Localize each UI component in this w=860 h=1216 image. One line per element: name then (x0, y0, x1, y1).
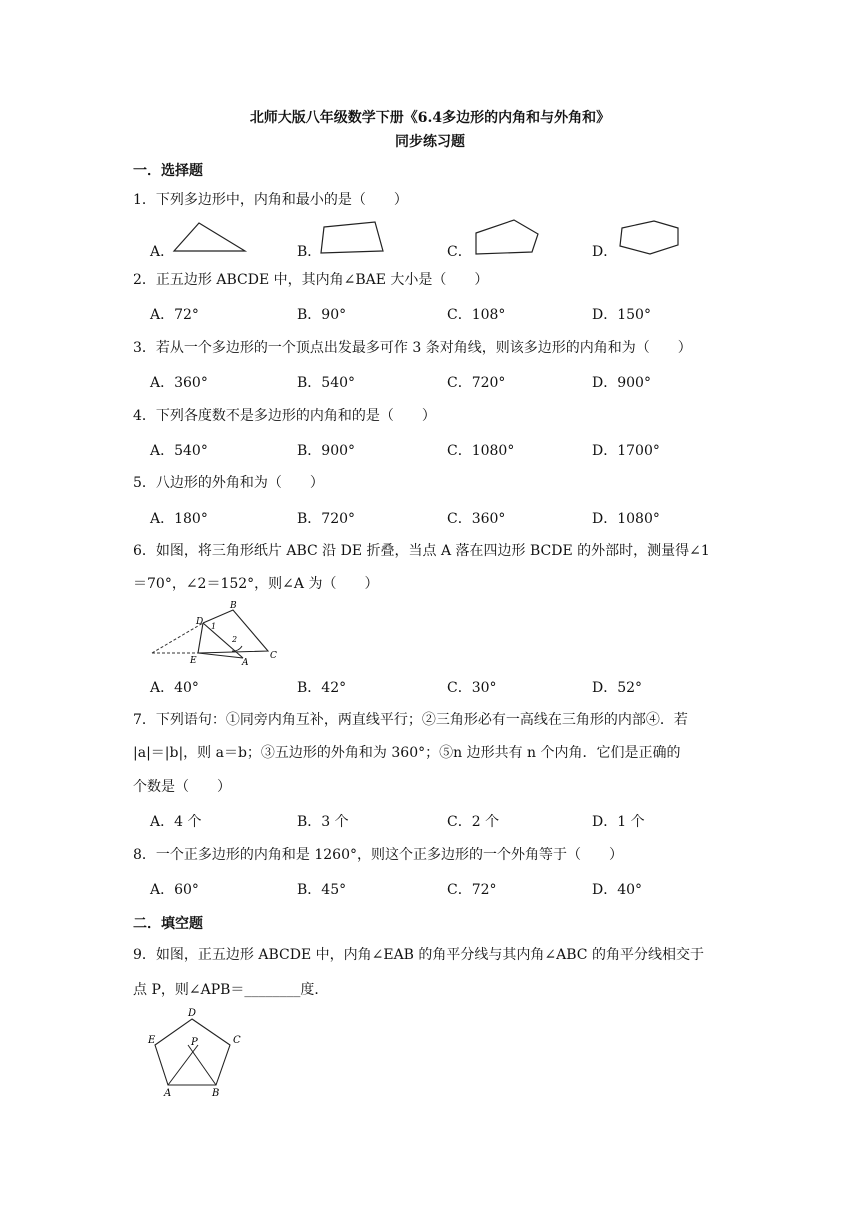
quadrilateral-shape (318, 218, 388, 258)
pentagon-shape (468, 216, 548, 258)
figure9-label-d: D (188, 1008, 197, 1019)
q8-option-d: D．40° (592, 882, 643, 898)
q3-option-b: B．540° (297, 375, 356, 391)
q5-option-d: D．1080° (592, 511, 660, 527)
question-7-line2: |a|＝|b|，则 a＝b；③五边形的外角和为 360°；⑤n 边形共有 n 个内角．它们是正确的 (133, 745, 681, 761)
q4-option-c: C．1080° (447, 443, 515, 459)
q8-option-c: C．72° (447, 882, 497, 898)
q4-option-a: A．540° (150, 443, 208, 459)
figure9-label-a: A (164, 1088, 172, 1097)
question-1: 1．下列多边形中，内角和最小的是（ ） (133, 192, 408, 208)
q1-option-d: D． (592, 244, 618, 260)
figure9-label-e: E (148, 1035, 156, 1046)
section-fill-heading: 二．填空题 (133, 916, 203, 932)
q7-option-a: A．4 个 (150, 814, 202, 830)
q4-option-d: D．1700° (592, 443, 660, 459)
q6-option-b: B．42° (297, 680, 347, 696)
q7-option-c: C．2 个 (447, 814, 500, 830)
q2-option-b: B．90° (297, 307, 347, 323)
figure6-label-e: E (190, 656, 197, 666)
q4-option-b: B．900° (297, 443, 356, 459)
question-3: 3．若从一个多边形的一个顶点出发最多可作 3 条对角线，则该多边形的内角和为（ ） (133, 340, 692, 356)
question-8-options (150, 879, 750, 899)
section-choice-heading: 一．选择题 (133, 163, 203, 179)
q1-option-a: A． (150, 244, 175, 260)
question-7-options (150, 811, 750, 831)
question-7-line1: 7．下列语句：①同旁内角互补，两直线平行；②三角形必有一高线在三角形的内部④．若 (133, 712, 688, 728)
q3-option-a: A．360° (150, 375, 208, 391)
figure6-label-c: C (270, 651, 277, 661)
q5-option-a: A．180° (150, 511, 208, 527)
q2-option-c: C．108° (447, 307, 506, 323)
q7-option-d: D．1 个 (592, 814, 645, 830)
figure9-label-c: C (233, 1035, 241, 1046)
figure6-label-b: B (230, 601, 237, 611)
q8-option-b: B．45° (297, 882, 347, 898)
question-6-line1: 6．如图，将三角形纸片 ABC 沿 DE 折叠，当点 A 落在四边形 BCDE 的外部时，测量得∠1 (133, 543, 710, 559)
figure6-angle-1: 1 (211, 622, 217, 631)
worksheet-title: 北师大版八年级数学下册《6.4多边形的内角和与外角和》 (249, 110, 611, 126)
question-7-line3: 个数是（ ） (133, 779, 231, 795)
figure6-label-a: A (242, 658, 249, 668)
figure9-label-b: B (212, 1088, 220, 1097)
question-5-options (150, 508, 750, 528)
q8-option-a: A．60° (150, 882, 199, 898)
q1-option-c: C． (447, 244, 472, 260)
question-8: 8．一个正多边形的内角和是 1260°，则这个正多边形的一个外角等于（ ） (133, 847, 623, 863)
q6-option-d: D．52° (592, 680, 643, 696)
q3-option-d: D．900° (592, 375, 651, 391)
q6-option-a: A．40° (150, 680, 199, 696)
figure6-angle-2: 2 (232, 635, 238, 644)
q3-option-c: C．720° (447, 375, 506, 391)
figure9-label-p: P (191, 1037, 198, 1048)
triangle-shape (170, 220, 250, 256)
question-3-options (150, 372, 750, 392)
q6-option-c: C．30° (447, 680, 497, 696)
q5-option-b: B．720° (297, 511, 356, 527)
question-4-options (150, 440, 750, 460)
figure6-label-d: D (196, 617, 204, 627)
q5-option-c: C．360° (447, 511, 506, 527)
q2-option-d: D．150° (592, 307, 651, 323)
question-2: 2．正五边形 ABCDE 中，其内角∠BAE 大小是（ ） (133, 272, 489, 288)
question-9-line1: 9．如图，正五边形 ABCDE 中，内角∠EAB 的角平分线与其内角∠ABC 的角平分线相交于 (133, 947, 704, 963)
question-6-line2: ＝70°，∠2＝152°，则∠A 为（ ） (133, 576, 379, 592)
pentagon-bisector-figure (145, 1005, 245, 1097)
question-6-options (150, 677, 750, 697)
question-4: 4．下列各度数不是多边形的内角和的是（ ） (133, 408, 436, 424)
q1-option-b: B． (297, 244, 322, 260)
worksheet-subtitle: 同步练习题 (395, 134, 465, 150)
folded-triangle-figure (148, 598, 283, 670)
question-5: 5．八边形的外角和为（ ） (133, 475, 324, 491)
q2-option-a: A．72° (150, 307, 199, 323)
q7-option-b: B．3 个 (297, 814, 349, 830)
question-9-line2: 点 P，则∠APB＝________度． (133, 982, 329, 998)
hexagon-shape (614, 218, 686, 258)
question-2-options (150, 304, 750, 324)
